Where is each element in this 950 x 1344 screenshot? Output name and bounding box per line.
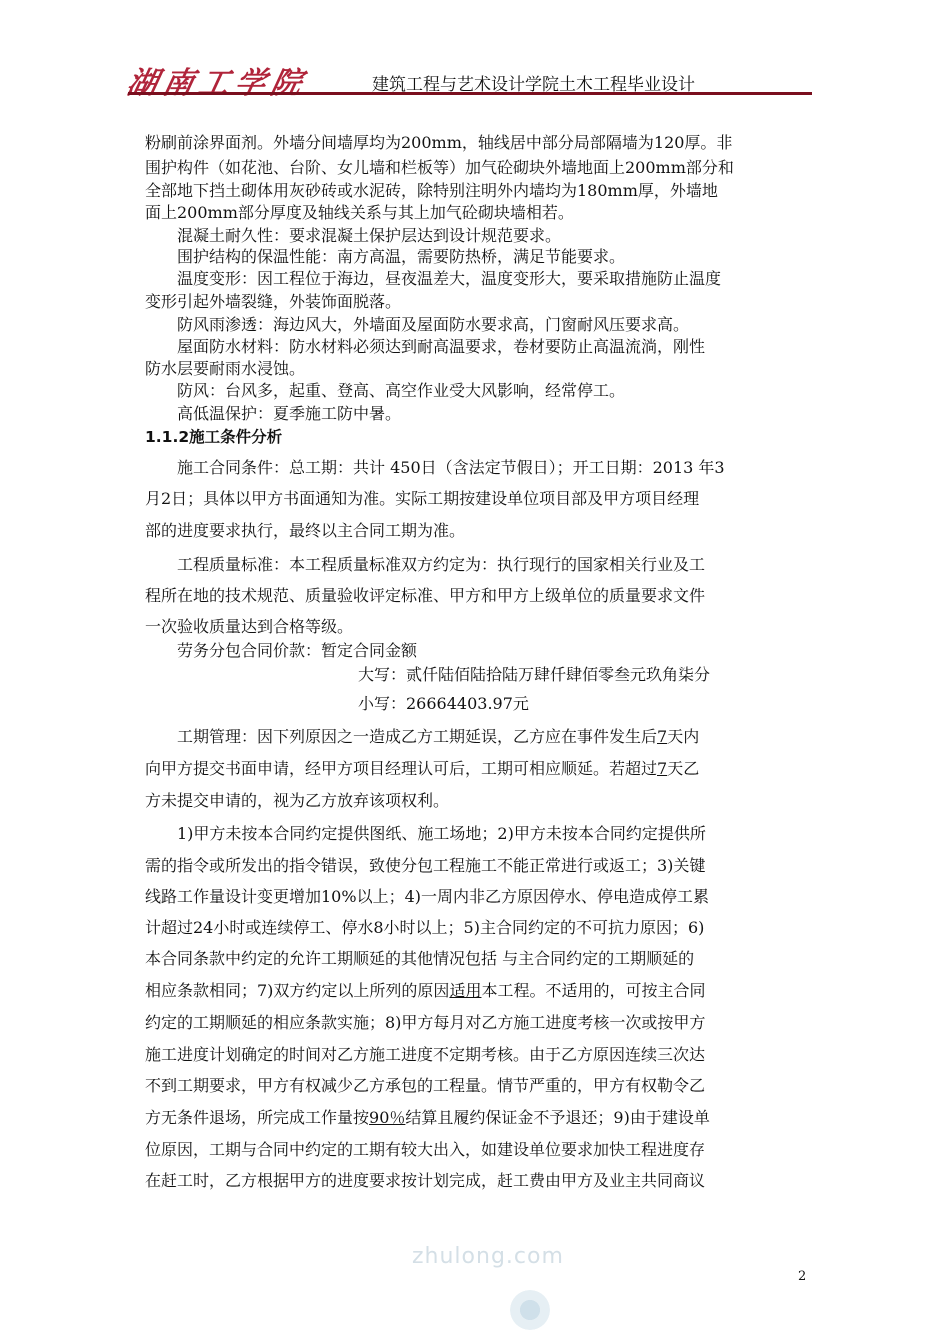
- text-run: 向甲方提交书面申请，经甲方项目经理认可后，工期可相应顺延。若超过: [145, 759, 658, 778]
- text-line: 本合同条款中约定的允许工期顺延的其他情况包括 与主合同约定的工期顺延的: [145, 949, 695, 968]
- text-line: [145, 1105, 710, 1128]
- text-line: [145, 756, 699, 779]
- page-number: 2: [798, 1269, 807, 1284]
- text-line: 一次验收质量达到合格等级。: [145, 617, 354, 636]
- text-line: 需的指令或所发出的指令错误，致使分包工程施工不能正常进行或返工；3)关键: [145, 856, 706, 875]
- text-line: 位原因，工期与合同中约定的工期有较大出入，如建设单位要求加快工程进度存: [145, 1140, 706, 1159]
- text-line: 工程质量标准：本工程质量标准双方约定为：执行现行的国家相关行业及工: [177, 555, 706, 574]
- text-run: 工期管理：因下列原因之一造成乙方工期延误，乙方应在事件发生后: [177, 727, 658, 746]
- watermark-text: zhulong.com: [412, 1244, 564, 1269]
- watermark-emblem-icon: [510, 1290, 550, 1330]
- text-line: 方未提交申请的，视为乙方放弃该项权利。: [145, 791, 450, 810]
- text-line: 面上200mm部分厚度及轴线关系与其上加气砼砌块墙相若。: [145, 203, 574, 222]
- text-line: 全部地下挡土砌体用灰砂砖或水泥砖，除特别注明外内墙均为180mm厚，外墙地: [145, 181, 718, 200]
- text-run: 天乙: [667, 759, 700, 778]
- header-title: 建筑工程与艺术设计学院土木工程毕业设计: [372, 75, 695, 95]
- text-line: 高低温保护：夏季施工防中暑。: [177, 404, 402, 423]
- text-line: 程所在地的技术规范、质量验收评定标准、甲方和甲方上级单位的质量要求文件: [145, 586, 706, 605]
- text-line: 1)甲方未按本合同约定提供图纸、施工场地；2)甲方未按本合同约定提供所: [177, 824, 706, 843]
- text-line: 温度变形：因工程位于海边，昼夜温差大，温度变形大，要采取措施防止温度: [177, 269, 722, 288]
- text-line: 变形引起外墙裂缝，外装饰面脱落。: [145, 292, 402, 311]
- text-run: 天内: [667, 727, 700, 746]
- text-line: 不到工期要求，甲方有权减少乙方承包的工程量。情节严重的，甲方有权勒令乙: [145, 1076, 706, 1095]
- text-line: 部的进度要求执行，最终以主合同工期为准。: [145, 521, 466, 540]
- text-run: 相应条款相同；7)双方约定以上所列的原因: [145, 981, 450, 1000]
- text-run: 本工程。不适用的，可按主合同: [481, 981, 706, 1000]
- text-line: 屋面防水材料：防水材料必须达到耐高温要求，卷材要防止高温流淌，刚性: [177, 337, 706, 356]
- underlined-text: 适用: [449, 981, 482, 1000]
- text-line: 小写：26664403.97元: [358, 694, 529, 713]
- text-line: 施工进度计划确定的时间对乙方施工进度不定期考核。由于乙方原因连续三次达: [145, 1045, 706, 1064]
- text-line: 月2日；具体以甲方书面通知为准。实际工期按建设单位项目部及甲方项目经理: [145, 489, 700, 508]
- text-line: 防风：台风多，起重、登高、高空作业受大风影响，经常停工。: [177, 381, 626, 400]
- text-line: 混凝土耐久性：要求混凝土保护层达到设计规范要求。: [177, 226, 562, 245]
- text-line: 施工合同条件：总工期：共计 450日（含法定节假日）；开工日期：2013 年3: [177, 458, 725, 477]
- school-logo: 湖南工学院: [123, 66, 311, 101]
- text-line: 防风雨渗透：海边风大，外墙面及屋面防水要求高，门窗耐风压要求高。: [177, 315, 690, 334]
- text-line: 围护结构的保温性能：南方高温，需要防热桥，满足节能要求。: [177, 247, 626, 266]
- text-line: 约定的工期顺延的相应条款实施；8)甲方每月对乙方施工进度考核一次或按甲方: [145, 1013, 706, 1032]
- text-line: 计超过24小时或连续停工、停水8小时以上；5)主合同约定的不可抗力原因；6): [145, 918, 705, 937]
- text-run: 方无条件退场，所完成工作量按: [145, 1108, 370, 1127]
- underlined-text: 7: [657, 727, 668, 746]
- text-line: [145, 978, 705, 1001]
- text-line: 防水层要耐雨水浸蚀。: [145, 359, 306, 378]
- text-line: 围护构件（如花池、台阶、女儿墙和栏板等）加气砼砌块外墙地面上200mm部分和: [145, 158, 734, 177]
- text-line: 大写：贰仟陆佰陆拾陆万肆仟肆佰零叁元玖角柒分: [358, 665, 711, 684]
- text-line: 在赶工时，乙方根据甲方的进度要求按计划完成，赶工费由甲方及业主共同商议: [145, 1171, 706, 1190]
- text-run: 结算且履约保证金不予退还；9)由于建设单: [405, 1108, 710, 1127]
- section-heading: 1.1.2施工条件分析: [145, 428, 283, 446]
- text-line: 线路工作量设计变更增加10%以上；4)一周内非乙方原因停水、停电造成停工累: [145, 887, 709, 906]
- text-line: [177, 724, 699, 747]
- header-divider: [128, 92, 812, 95]
- underlined-text: 90％: [369, 1108, 406, 1127]
- text-line: 劳务分包合同价款：暂定合同金额: [177, 641, 418, 660]
- underlined-text: 7: [657, 759, 668, 778]
- text-line: 粉刷前涂界面剂。外墙分间墙厚均为200mm，轴线居中部分局部隔墙为120厚。非: [145, 133, 733, 152]
